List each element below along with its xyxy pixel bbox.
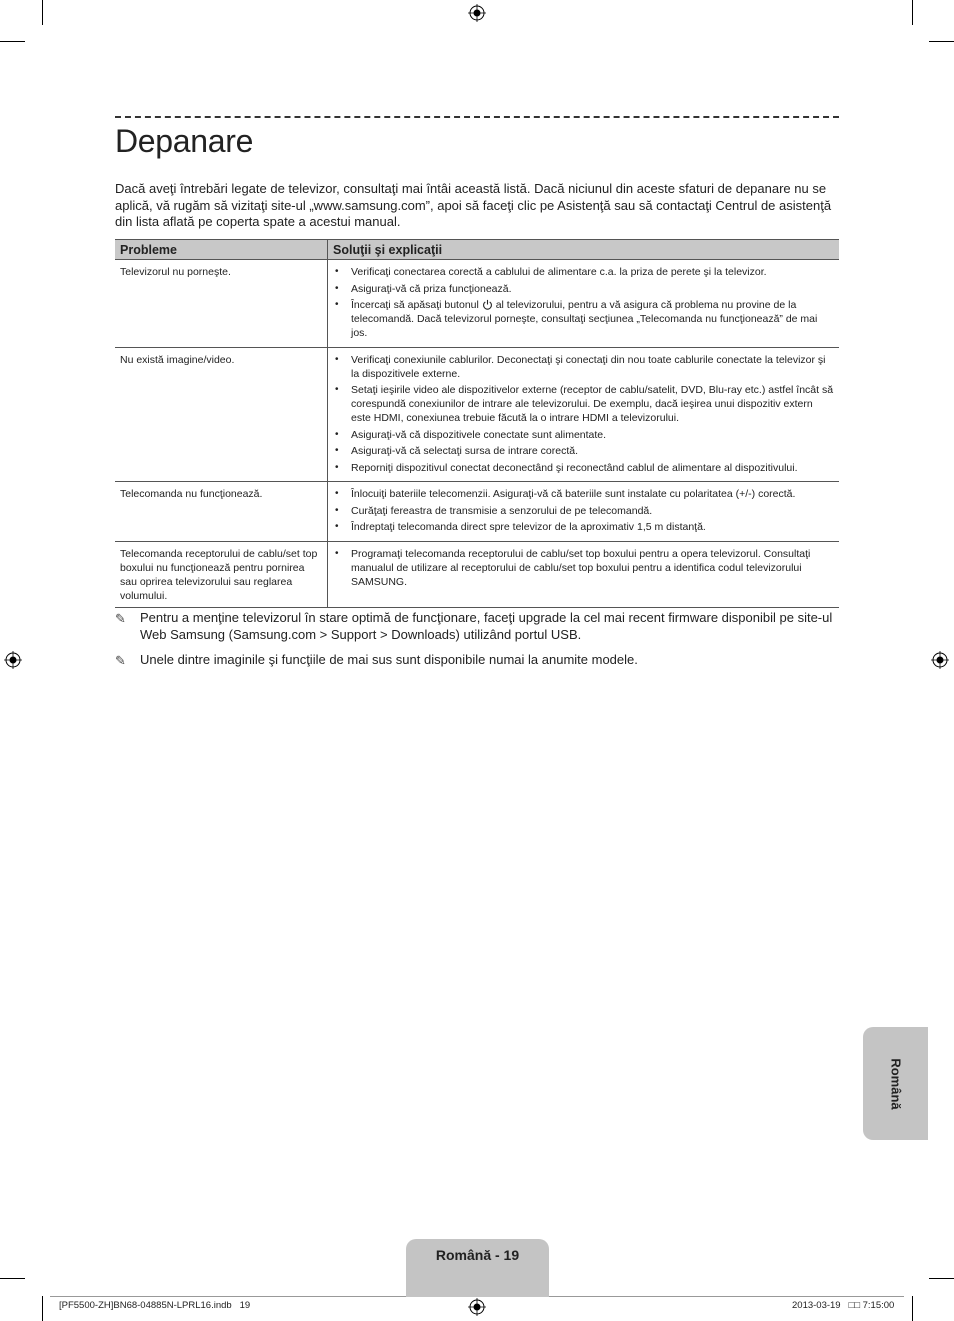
solutions-cell: [328, 541, 840, 607]
page-title: Depanare: [115, 123, 254, 159]
column-header-problems: Probleme: [115, 240, 328, 260]
list-item: • Asiguraţi-vă că dispozitivele conectate sunt alimentate.: [351, 428, 834, 442]
list-item: • Programaţi telecomanda receptorului de cablu/set top boxului pentru a opera televizorul. Consultaţi manualul de utilizare al receptorului de cablu/set top boxului pentru a identifica codul televizorului SAMSUNG.: [351, 547, 834, 589]
power-icon: [482, 299, 493, 310]
registration-mark-icon: [468, 4, 486, 22]
solutions-list: [333, 487, 834, 534]
registration-mark-icon: [468, 1298, 486, 1316]
list-item: • Setaţi ieşirile video ale dispozitivelor externe (receptor de cablu/satelit, DVD, Blu-ray etc.) astfel încât să corespundă conexiunilor de intrare ale televizorului. De exemplu, dacă ieşirea unui dispozitiv extern este HDMI, conexiunea trebuie făcută la o intrare HDMI a televizorului.: [351, 383, 834, 425]
footer-rule: [50, 1296, 406, 1297]
list-item-text: al televizorului, pentru a vă asigura că problema nu provine de la telecomandă. Dacă televizorul porneşte, consultaţi secţiunea „Telecomanda nu funcţionează” de mai jos.: [351, 299, 818, 339]
crop-mark: [912, 0, 913, 25]
language-label: Română: [888, 1057, 903, 1110]
solutions-cell: [328, 482, 840, 542]
note-item: [115, 652, 839, 669]
page-number-label: Română - 19: [435, 1247, 520, 1263]
page-number-tab: [406, 1239, 549, 1297]
footer-page: 19: [239, 1300, 251, 1311]
solutions-cell: [328, 347, 840, 482]
list-item: • Asiguraţi-vă că priza funcţionează.: [351, 282, 834, 296]
intro-paragraph: Dacă aveţi întrebări legate de televizor, consultaţi mai întâi această listă. Dacă niciunul din aceste sfaturi de depanare nu se aplică, vă rugăm să vizitaţi site-ul „www.samsung.com”, apoi să faceţi clic pe Asistenţă sau să contactaţi Centrul de asistenţă din lista aflată pe coperta spate a acestui manual.: [115, 181, 832, 229]
list-item: • Curăţaţi fereastra de transmisie a senzorului de pe telecomandă.: [351, 504, 834, 518]
note-text: Unele dintre imaginile şi funcţiile de mai sus sunt disponibile numai la anumite modele.: [140, 652, 638, 667]
crop-mark: [929, 41, 954, 42]
footer-rule: [549, 1296, 904, 1297]
footer-timestamp: 2013-03-19 □□ 7:15:00: [792, 1300, 895, 1311]
language-side-tab: [863, 1027, 928, 1140]
column-header-solutions: Soluţii şi explicaţii: [328, 240, 840, 260]
problem-cell: Televizorul nu porneşte.: [115, 260, 328, 348]
table-row: [115, 260, 839, 348]
table-header-row: [115, 240, 839, 260]
problem-cell: Telecomanda nu funcţionează.: [115, 482, 328, 542]
list-item: [351, 298, 834, 340]
solutions-list: [333, 353, 834, 475]
solutions-list: [333, 265, 834, 340]
list-item: • Înlocuiţi bateriile telecomenzii. Asiguraţi-vă că bateriile sunt instalate cu polaritatea (+/-) corectă.: [351, 487, 834, 501]
notes-section: [115, 610, 839, 678]
list-item: • Verificaţi conectarea corectă a cablului de alimentare c.a. la priza de perete şi la televizor.: [351, 265, 834, 279]
list-item: • Verificaţi conexiunile cablurilor. Deconectaţi şi conectaţi din nou toate cablurile conectate la televizor şi la dispozitivele externe.: [351, 353, 834, 381]
list-item-text: Încercaţi să apăsaţi butonul: [351, 299, 479, 311]
footer-file-info: [59, 1300, 250, 1311]
note-item: [115, 610, 839, 643]
crop-mark: [42, 1296, 43, 1321]
crop-mark: [0, 1278, 25, 1279]
table-row: [115, 347, 839, 482]
table-row: [115, 541, 839, 607]
troubleshooting-table: [115, 239, 839, 608]
problem-cell: Nu există imagine/video.: [115, 347, 328, 482]
crop-mark: [0, 41, 25, 42]
list-item: • Îndreptaţi telecomanda direct spre televizor de la aproximativ 1,5 m distanţă.: [351, 520, 834, 534]
table-row: [115, 482, 839, 542]
note-text: Pentru a menţine televizorul în stare optimă de funcţionare, faceţi upgrade la cel mai recent firmware disponibil pe site-ul Web Samsung (Samsung.com > Support > Downloads) utilizând portul USB.: [140, 610, 833, 642]
title-dashed-rule: [115, 116, 839, 118]
crop-mark: [929, 1278, 954, 1279]
registration-mark-icon: [931, 651, 949, 669]
footer-filename: [PF5500-ZH]BN68-04885N-LPRL16.indb: [59, 1300, 232, 1311]
crop-mark: [42, 0, 43, 25]
list-item: • Asiguraţi-vă că selectaţi sursa de intrare corectă.: [351, 444, 834, 458]
solutions-list: [333, 547, 834, 589]
pencil-icon: ✎: [115, 611, 126, 626]
problem-cell: Telecomanda receptorului de cablu/set top boxului nu funcţionează pentru pornirea sau oprirea televizorului sau reglarea volumului.: [115, 541, 328, 607]
solutions-cell: [328, 260, 840, 348]
crop-mark: [912, 1296, 913, 1321]
list-item: • Reporniţi dispozitivul conectat deconectând şi reconectând cablul de alimentare al dispozitivului.: [351, 461, 834, 475]
pencil-icon: ✎: [115, 653, 126, 668]
registration-mark-icon: [4, 651, 22, 669]
